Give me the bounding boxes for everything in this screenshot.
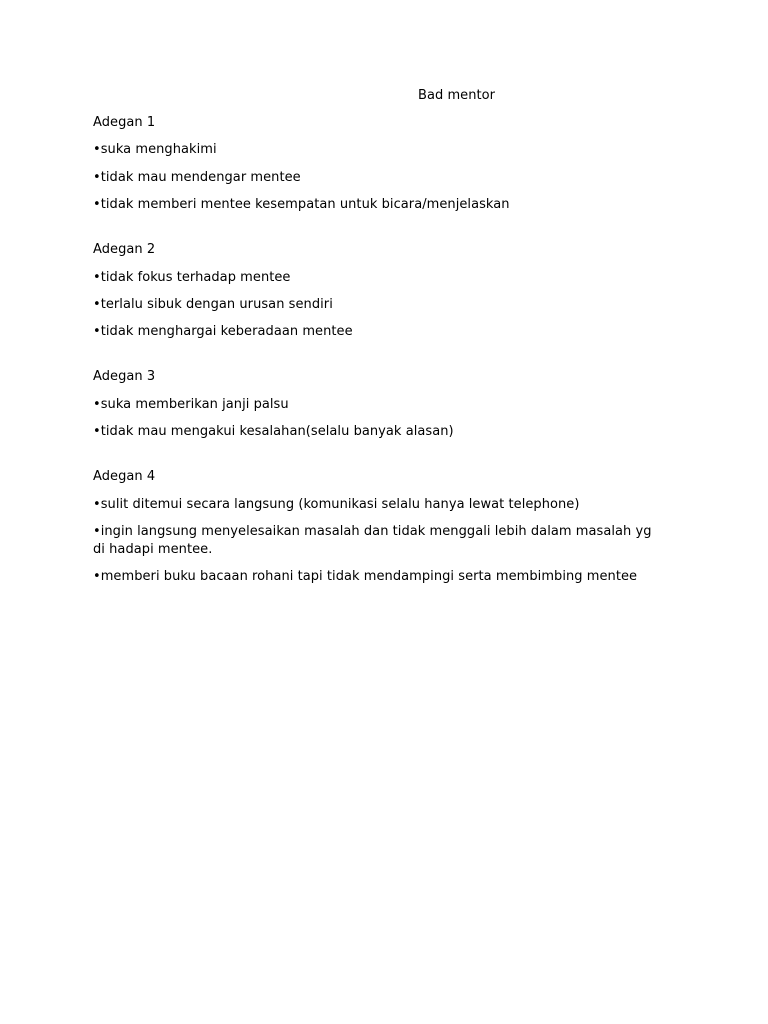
section-adegan-2	[93, 241, 653, 341]
bullet-item	[93, 196, 653, 214]
bullet-item	[93, 523, 653, 559]
bullet-item	[93, 323, 653, 341]
bullet-icon: •	[93, 324, 101, 340]
bullet-item	[93, 396, 653, 414]
document-title: Bad mentor	[418, 88, 496, 103]
bullet-item	[93, 141, 653, 159]
bullet-text: tidak menghargai keberadaan mentee	[100, 324, 353, 340]
bullet-text: tidak mau mendengar mentee	[100, 169, 301, 185]
bullet-text: sulit ditemui secara langsung (komunikasi selalu hanya lewat telephone)	[100, 496, 580, 512]
bullet-icon: •	[93, 197, 101, 213]
bullet-icon: •	[93, 424, 101, 440]
bullet-text: terlalu sibuk dengan urusan sendiri	[100, 296, 333, 312]
section-heading: Adegan 2	[93, 242, 156, 258]
bullet-item	[93, 568, 653, 586]
bullet-text: tidak fokus terhadap mentee	[100, 269, 291, 285]
bullet-text: suka menghakimi	[100, 142, 217, 158]
section-adegan-1	[93, 114, 653, 214]
bullet-item	[93, 496, 653, 514]
bullet-item	[93, 269, 653, 287]
bullet-icon: •	[93, 396, 101, 412]
bullet-icon: •	[93, 496, 101, 512]
bullet-icon: •	[93, 269, 101, 285]
bullet-text: ingin langsung menyelesaikan masalah dan tidak menggali lebih dalam masalah yg di hadapi mentee.	[93, 523, 652, 557]
bullet-icon: •	[93, 523, 101, 539]
bullet-text: suka memberikan janji palsu	[100, 396, 289, 412]
section-adegan-4	[93, 468, 653, 586]
section-heading: Adegan 3	[93, 369, 156, 385]
bullet-icon: •	[93, 169, 101, 185]
document-body	[93, 114, 653, 586]
bullet-text: memberi buku bacaan rohani tapi tidak mendampingi serta membimbing mentee	[100, 569, 638, 585]
bullet-text: tidak memberi mentee kesempatan untuk bicara/menjelaskan	[100, 197, 510, 213]
section-heading: Adegan 1	[93, 115, 156, 130]
section-heading: Adegan 4	[93, 469, 156, 485]
bullet-item	[93, 296, 653, 314]
bullet-icon: •	[93, 296, 101, 312]
bullet-icon: •	[93, 142, 101, 158]
bullet-item	[93, 423, 653, 441]
section-adegan-3	[93, 368, 653, 441]
bullet-icon: •	[93, 569, 101, 585]
bullet-item	[93, 169, 653, 187]
bullet-text: tidak mau mengakui kesalahan(selalu banyak alasan)	[100, 424, 454, 440]
